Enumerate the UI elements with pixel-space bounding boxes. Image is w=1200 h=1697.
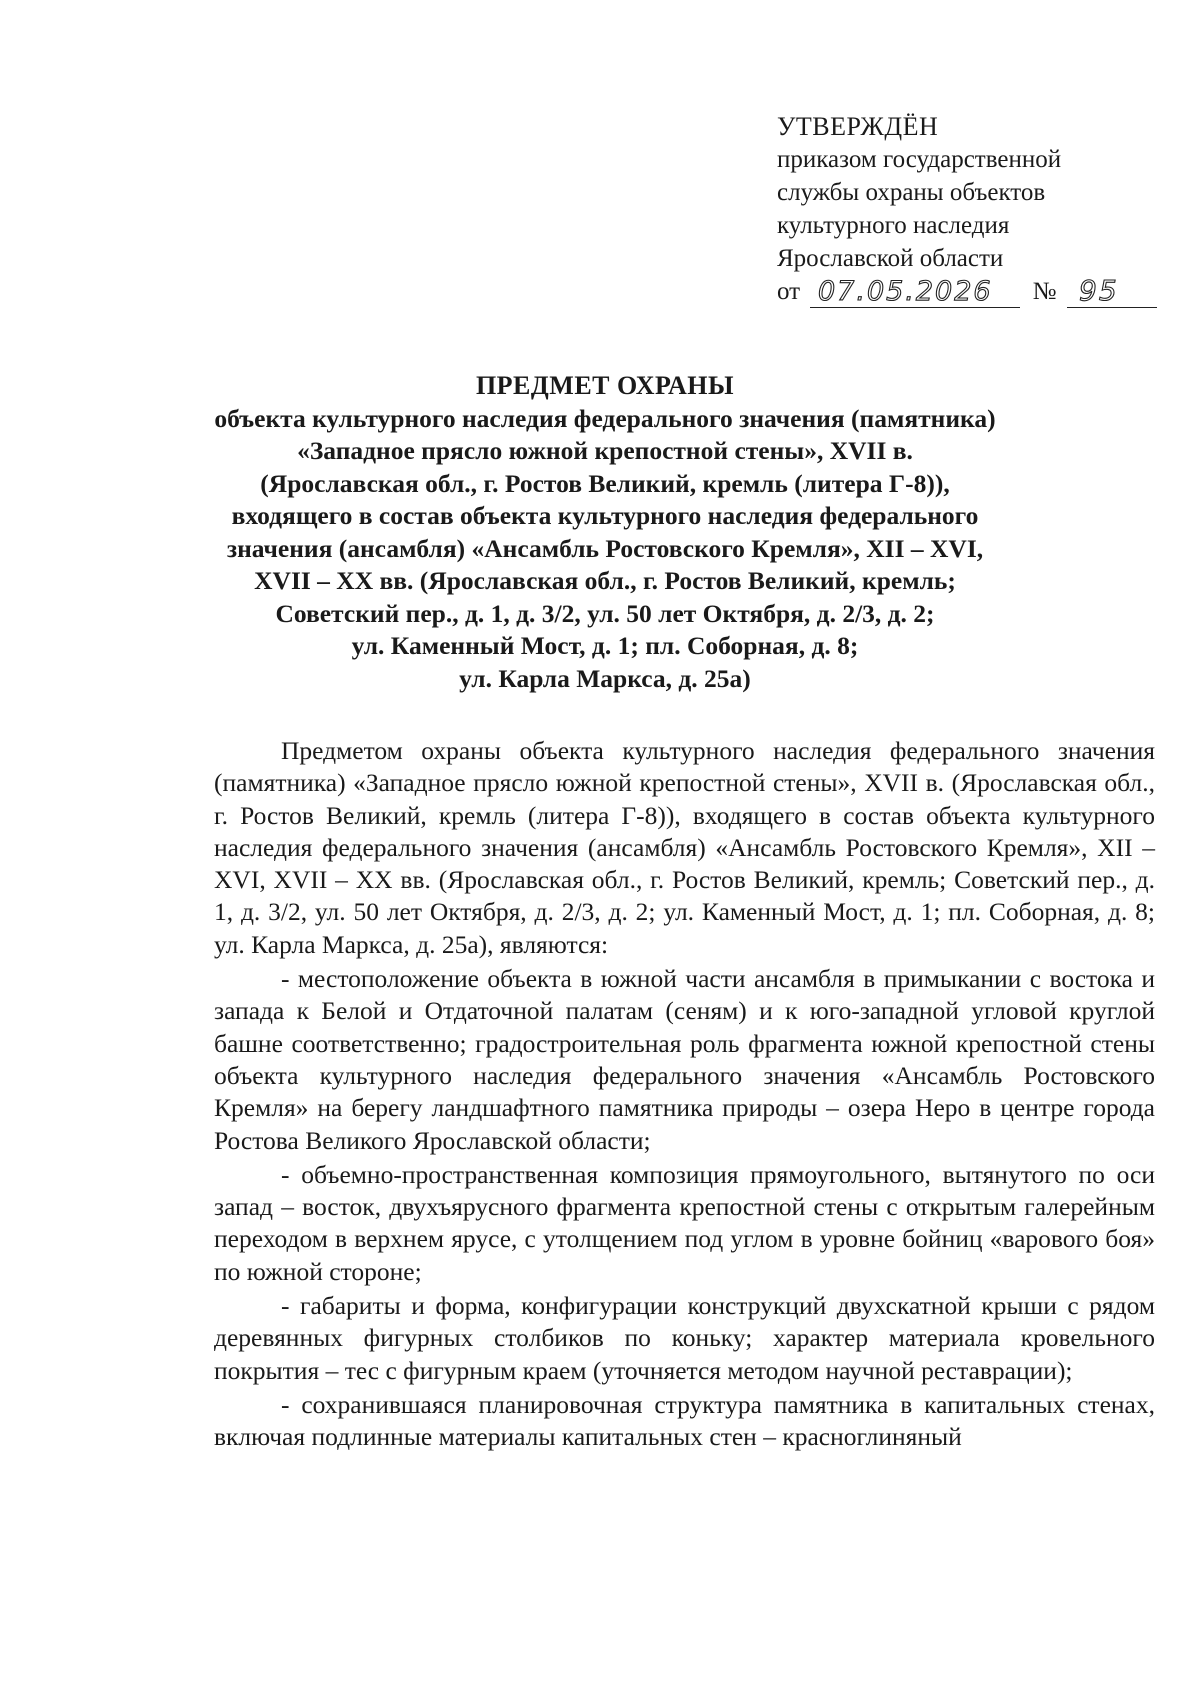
title-line: ул. Карла Маркса, д. 25а) — [459, 663, 751, 693]
title-line: значения (ансамбля) «Ансамбль Ростовского Кремля», XII – XVI, — [226, 533, 984, 563]
title-line: объекта культурного наследия федерального значения (памятника) — [214, 403, 996, 433]
approval-line: Ярославской области — [777, 245, 1004, 272]
document-title-block — [190, 370, 1020, 695]
handwritten-number — [1067, 271, 1157, 307]
approved-label: УТВЕРЖДЁН — [777, 112, 939, 141]
title-line: ул. Каменный Мост, д. 1; пл. Соборная, д. 8; — [351, 631, 859, 660]
order-date-number-row — [777, 275, 1157, 308]
handwritten-date-text: 07.05.2026 — [818, 276, 993, 307]
document-title: ПРЕДМЕТ ОХРАНЫ — [475, 371, 735, 400]
number-sign: № — [1032, 278, 1057, 305]
title-line: (Ярославская обл., г. Ростов Великий, кремль (литера Г-8)), — [260, 468, 950, 498]
body-paragraph: - сохранившаяся планировочная структура памятника в капитальных стенах, включая подлинные материалы капитальных стен – красноглиняный — [214, 1389, 1155, 1452]
title-line: входящего в состав объекта культурного наследия федерального — [231, 501, 979, 530]
approval-line: приказом государственной — [777, 146, 1062, 173]
body-paragraph: - габариты и форма, конфигурации конструкций двухскатной крыши с рядом деревянных фигурных столбиков по коньку; характер материала кровельного покрытия – тес с фигурным краем (уточняется методом научной реставрации); — [214, 1291, 1155, 1385]
approval-line: культурного наследия — [777, 212, 1010, 239]
body-paragraph: Предметом охраны объекта культурного наследия федерального значения (памятника) «Западное прясло южной крепостной стены», XVII в. (Ярославская обл., г. Ростов Великий, кремль (литера Г-8)), входящего в состав объекта культурного наследия федерального значения (ансамбля) «Ансамбль Ростовского Кремля», XII – XVI, XVII – XX вв. (Ярославская обл., г. Ростов Великий, кремль; Советский пер., д. 1, д. 3/2, ул. 50 лет Октября, д. 2/3, д. 2; ул. Каменный Мост, д. 1; пл. Соборная, д. 8; ул. Карла Маркса, д. 25а), являются: — [214, 736, 1155, 959]
handwritten-date — [810, 271, 1020, 307]
handwritten-date-field — [810, 277, 1020, 308]
title-line: «Западное прясло южной крепостной стены», XVII в. — [297, 436, 913, 465]
handwritten-number-field — [1067, 274, 1157, 308]
body-paragraph: - местоположение объекта в южной части ансамбля в примыкании с востока и запада к Белой и Отдаточной палатам (сеням) и к юго-западной угловой круглой башне соответственно; градостроительная роль фрагмента южной крепостной стены объекта культурного наследия федерального значения «Ансамбль Ростовского Кремля» на берегу ландшафтного памятника природы – озера Неро в центре города Ростова Великого Ярославской области; — [214, 964, 1155, 1155]
approval-stamp-block — [777, 110, 1157, 308]
title-line: XVII – XX вв. (Ярославская обл., г. Ростов Великий, кремль; — [254, 566, 956, 595]
body-paragraph: - объемно-пространственная композиция прямоугольного, вытянутого по оси запад – восток, двухъярусного фрагмента крепостной стены с открытым галерейным переходом в верхнем ярусе, с утолщением под углом в уровне бойниц «варового боя» по южной стороне; — [214, 1159, 1155, 1286]
title-line: Советский пер., д. 1, д. 3/2, ул. 50 лет Октября, д. 2/3, д. 2; — [275, 598, 935, 628]
document-body — [214, 735, 1155, 1454]
approval-line: службы охраны объектов — [777, 179, 1046, 206]
handwritten-number-text: 95 — [1078, 274, 1119, 307]
date-prefix: от — [777, 278, 801, 305]
